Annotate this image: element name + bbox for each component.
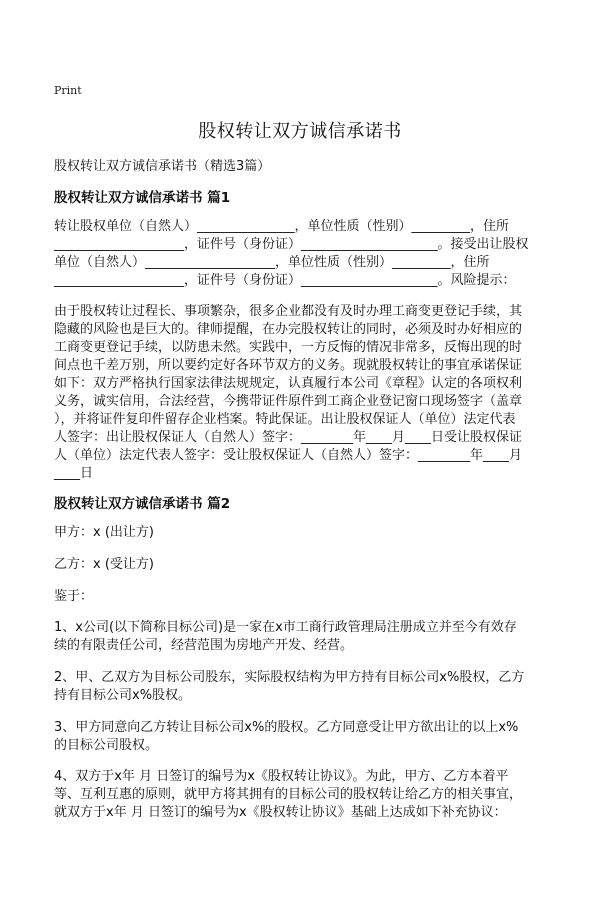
body-line: ____日 xyxy=(54,466,94,481)
body-line: ），并将证件复印件留存企业档案。特此保证。出让股权保证人（单位）法定代表 xyxy=(54,412,516,427)
item-2-line: 2、甲、乙双方为目标公司股东，实际股权结构为甲方持有目标公司x%股权，乙方 xyxy=(54,670,525,685)
form-line: 转让股权单位（自然人）_______________，单位性质（性别）_________，住所 xyxy=(54,219,510,234)
item-4-line: 就双方于x年 月 日签订的编号为x《股权转让协议》基础上达成如下补充协议： xyxy=(54,805,507,820)
section-1-heading: 股权转让双方诚信承诺书 篇1 xyxy=(54,190,231,206)
body-line: 工商变更登记手续，以防患未然。实践中，一方反悔的情况非常多，反悔出现的时 xyxy=(54,340,523,355)
document-title: 股权转让双方诚信承诺书 xyxy=(198,121,402,142)
body-line: 间点也千差万别，所以要约定好各环节双方的义务。现就股权转让的事宜承诺保证 xyxy=(54,358,523,373)
form-line: ____________________，证件号（身份证）_____________________。风险提示： xyxy=(54,273,516,288)
form-line: 单位（自然人）____________________，单位性质（性别）_________，住所 xyxy=(54,255,490,270)
item-4-line: 4、双方于x年 月 日签订的编号为x《股权转让协议》。为此，甲方、乙方本着平 xyxy=(54,769,509,784)
item-3-line: 3、甲方同意向乙方转让目标公司x%的股权。乙方同意受让甲方欲出让的以上x% xyxy=(54,720,519,735)
print-label[interactable]: Print xyxy=(54,84,82,97)
party-a-line: 甲方：x (出让方) xyxy=(54,525,154,540)
body-line: 由于股权转让过程长、事项繁杂，很多企业都没有及时办理工商变更登记手续，其 xyxy=(54,304,523,319)
body-line: 隐藏的风险也是巨大的。律师提醒，在办完股权转让的同时，必须及时办好相应的 xyxy=(54,322,523,337)
item-3-line: 的目标公司股权。 xyxy=(54,738,159,753)
item-1-line: 续的有限责任公司，经营范围为房地产开发、经营。 xyxy=(54,638,354,653)
form-line: ____________________，证件号（身份证）_____________________。接受出让股权 xyxy=(54,237,529,252)
body-line: 人（单位）法定代表人签字：受让股权保证人（自然人）签字：________年____月 xyxy=(54,448,523,463)
body-line: 人签字：出让股权保证人（自然人）签字：________年____月____日受让股权保证 xyxy=(54,430,523,445)
body-line: 如下：双方严格执行国家法律法规规定，认真履行本公司《章程》认定的各项权利 xyxy=(54,376,523,391)
item-2-line: 持有目标公司x%股权。 xyxy=(54,688,192,703)
item-4-line: 等、互利互惠的原则，就甲方将其拥有的目标公司的股权转让给乙方的相关事宜， xyxy=(54,787,523,802)
body-line: 义务，诚实信用，合法经营，今携带证件原件到工商企业登记窗口现场签字（盖章 xyxy=(54,394,523,409)
item-1-line: 1、x公司(以下简称目标公司)是一家在x市工商行政管理局注册成立并至今有效存 xyxy=(54,620,517,635)
party-b-line: 乙方：x (受让方) xyxy=(54,557,154,572)
document-subtitle: 股权转让双方诚信承诺书（精选3篇） xyxy=(54,159,271,174)
whereas-line: 鉴于： xyxy=(54,589,94,604)
section-2-heading: 股权转让双方诚信承诺书 篇2 xyxy=(54,496,231,512)
